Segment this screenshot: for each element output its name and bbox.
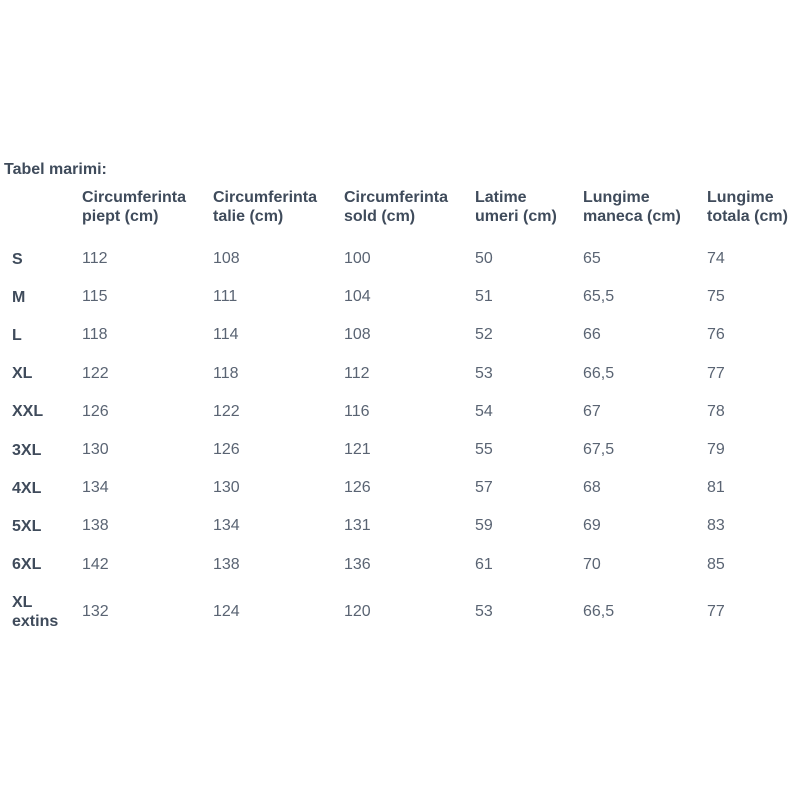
table-cell: 52 xyxy=(475,326,493,344)
table-cell: 126 xyxy=(82,402,109,420)
column-header-waist: Circumferinta talie (cm) xyxy=(213,189,318,225)
table-cell: 75 xyxy=(707,288,725,306)
table-cell: 134 xyxy=(82,479,109,497)
table-title: Tabel marimi: xyxy=(4,161,107,178)
size-label-line: XXL xyxy=(12,403,44,421)
table-cell: 131 xyxy=(344,517,371,535)
table-cell: 74 xyxy=(707,250,725,268)
table-cell: 118 xyxy=(213,364,239,382)
table-cell: 111 xyxy=(213,288,238,306)
size-label-line: L xyxy=(12,326,22,344)
table-row xyxy=(0,546,800,584)
size-label-line: 4XL xyxy=(12,479,42,497)
size-label-line: XL xyxy=(12,593,33,611)
table-cell: 134 xyxy=(213,517,240,535)
table-cell: 67 xyxy=(583,402,601,420)
table-cell: 116 xyxy=(344,402,370,420)
table-cell: 112 xyxy=(344,364,370,382)
size-label-line: M xyxy=(12,288,26,306)
size-label xyxy=(0,546,82,584)
table-cell: 108 xyxy=(344,326,371,344)
size-label xyxy=(0,393,82,431)
table-row xyxy=(0,316,800,354)
size-chart-table xyxy=(0,186,800,640)
size-label xyxy=(0,355,82,393)
table-cell: 122 xyxy=(213,402,240,420)
table-row xyxy=(0,507,800,545)
table-cell: 50 xyxy=(475,250,493,268)
table-cell: 59 xyxy=(475,517,493,535)
table-cell: 68 xyxy=(583,479,601,497)
table-cell: 66,5 xyxy=(583,602,615,620)
size-column-header xyxy=(0,186,82,240)
table-cell: 126 xyxy=(344,479,371,497)
size-label xyxy=(0,507,82,545)
table-cell: 83 xyxy=(707,517,725,535)
table-cell: 53 xyxy=(475,602,493,620)
size-label-line: S xyxy=(12,250,23,268)
table-cell: 70 xyxy=(583,555,601,573)
table-row xyxy=(0,355,800,393)
table-cell: 77 xyxy=(707,602,725,620)
table-cell: 114 xyxy=(213,326,239,344)
table-cell: 65 xyxy=(583,250,601,268)
column-header-shoulders: Latime umeri (cm) xyxy=(475,189,557,225)
table-cell: 53 xyxy=(475,364,493,382)
table-cell: 120 xyxy=(344,602,371,620)
size-label-line: XL xyxy=(12,365,33,383)
table-row xyxy=(0,584,800,640)
table-cell: 77 xyxy=(707,364,725,382)
table-cell: 126 xyxy=(213,441,240,459)
table-body xyxy=(0,240,800,640)
column-header-chest: Circumferinta piept (cm) xyxy=(82,189,187,225)
table-cell: 81 xyxy=(707,479,725,497)
table-cell: 66,5 xyxy=(583,364,615,382)
column-header-hip: Circumferinta sold (cm) xyxy=(344,189,449,225)
column-header-total-length: Lungime totala (cm) xyxy=(707,189,788,225)
table-cell: 121 xyxy=(344,441,371,459)
table-cell: 130 xyxy=(82,441,109,459)
table-cell: 132 xyxy=(82,602,109,620)
size-label-line: 6XL xyxy=(12,556,42,574)
table-row xyxy=(0,469,800,507)
column-header-sleeve: Lungime maneca (cm) xyxy=(583,189,681,225)
table-cell: 138 xyxy=(213,555,240,573)
table-cell: 108 xyxy=(213,250,240,268)
table-cell: 115 xyxy=(82,288,108,306)
table-cell: 54 xyxy=(475,402,493,420)
header-row xyxy=(0,186,800,240)
table-cell: 136 xyxy=(344,555,371,573)
table-cell: 69 xyxy=(583,517,601,535)
size-label xyxy=(0,469,82,507)
table-cell: 79 xyxy=(707,441,725,459)
table-cell: 67,5 xyxy=(583,441,615,459)
table-cell: 51 xyxy=(475,288,493,306)
table-row xyxy=(0,240,800,278)
table-row xyxy=(0,278,800,316)
table-cell: 104 xyxy=(344,288,371,306)
table-cell: 142 xyxy=(82,555,109,573)
table-cell: 76 xyxy=(707,326,725,344)
table-cell: 55 xyxy=(475,441,493,459)
table-cell: 85 xyxy=(707,555,725,573)
size-label xyxy=(0,278,82,316)
table-cell: 118 xyxy=(82,326,108,344)
table-cell: 66 xyxy=(583,326,601,344)
size-label-line: 5XL xyxy=(12,517,42,535)
table-cell: 130 xyxy=(213,479,240,497)
table-cell: 65,5 xyxy=(583,288,615,306)
table-row xyxy=(0,393,800,431)
table-cell: 78 xyxy=(707,402,725,420)
size-label xyxy=(0,584,82,640)
table-cell: 100 xyxy=(344,250,371,268)
table-cell: 122 xyxy=(82,364,109,382)
table-cell: 57 xyxy=(475,479,493,497)
size-label-line: extins xyxy=(12,612,59,630)
table-cell: 138 xyxy=(82,517,109,535)
size-label xyxy=(0,316,82,354)
size-label-line: 3XL xyxy=(12,441,42,459)
table-row xyxy=(0,431,800,469)
table-cell: 124 xyxy=(213,602,240,620)
table-cell: 61 xyxy=(475,555,493,573)
table-cell: 112 xyxy=(82,250,108,268)
size-label xyxy=(0,431,82,469)
size-label xyxy=(0,240,82,278)
